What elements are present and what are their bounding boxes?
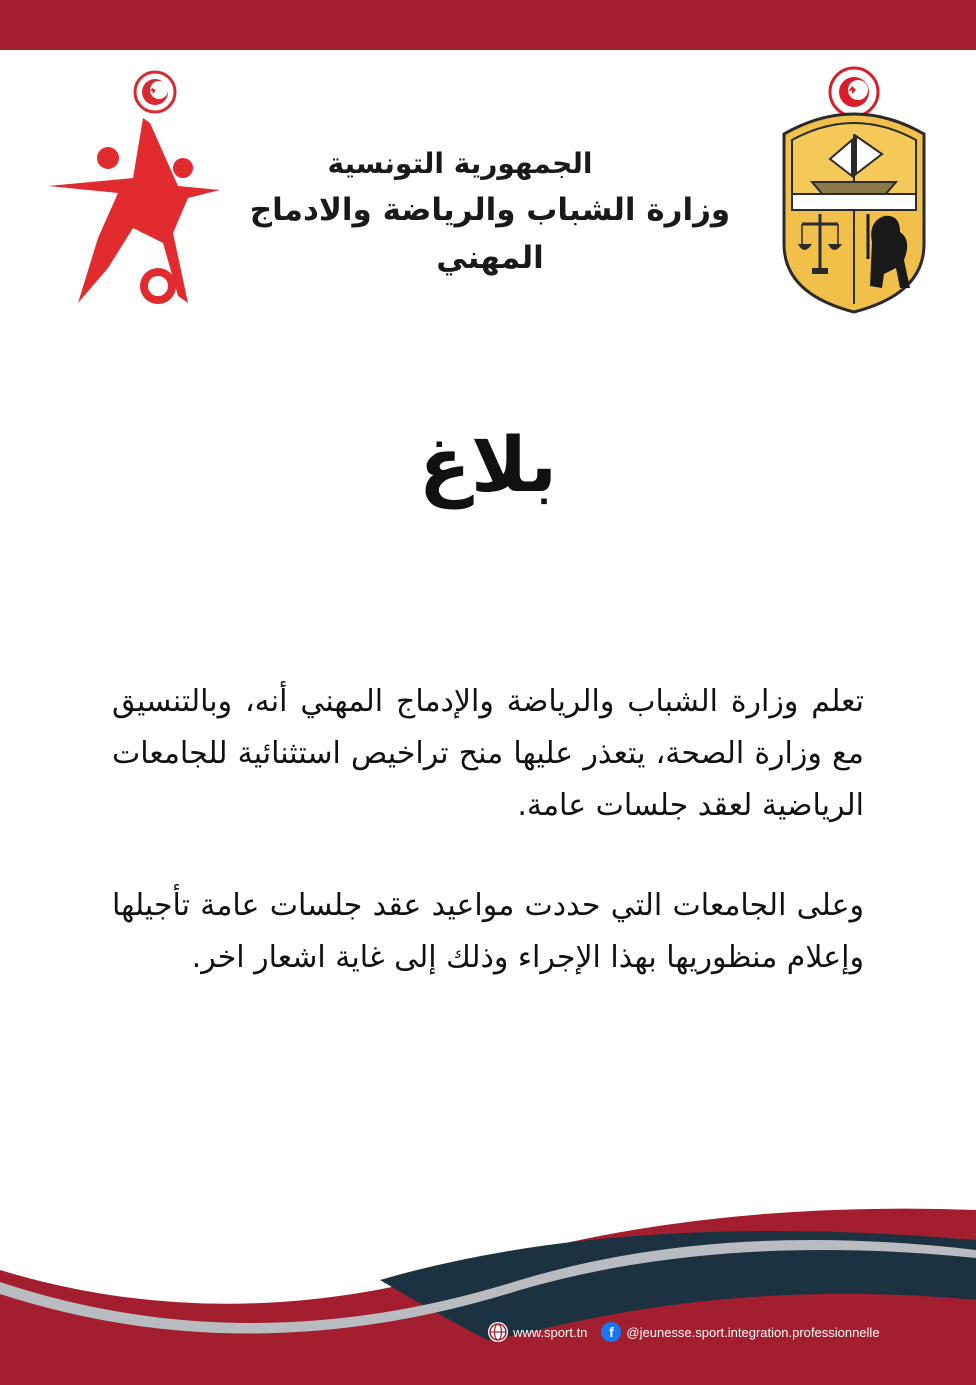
footer-wave: [0, 1190, 976, 1385]
ministry-logo: [38, 68, 228, 313]
top-banner: [0, 0, 976, 50]
facebook-link[interactable]: [601, 1322, 879, 1342]
country-name: الجمهورية التونسية: [327, 147, 593, 180]
coat-of-arms-icon: [772, 64, 936, 316]
ministry-header: [230, 142, 750, 282]
website-text: www.sport.tn: [513, 1324, 588, 1340]
globe-icon: [488, 1322, 508, 1342]
facebook-icon: f: [601, 1322, 621, 1342]
announcement-paragraph-2: وعلى الجامعات التي حددت مواعيد عقد جلسات عامة تأجيلها وإعلام منظوريها بهذا الإجراء وذلك إلى غاية اشعار اخر.: [112, 888, 864, 975]
document-title: بلاغ: [418, 420, 558, 509]
website-link[interactable]: [488, 1322, 587, 1342]
footer-contacts: [488, 1322, 880, 1342]
ministry-name: وزارة الشباب والرياضة والادماج المهني: [249, 192, 731, 276]
announcement-paragraph-1: تعلم وزارة الشباب والرياضة والإدماج المهني أنه، وبالتنسيق مع وزارة الصحة، يتعذر عليها منح تراخيص استثنائية للجامعات الرياضية لعقد جلسات عامة.: [112, 684, 864, 823]
facebook-text: @jeunesse.sport.integration.professionnelle: [626, 1324, 880, 1340]
